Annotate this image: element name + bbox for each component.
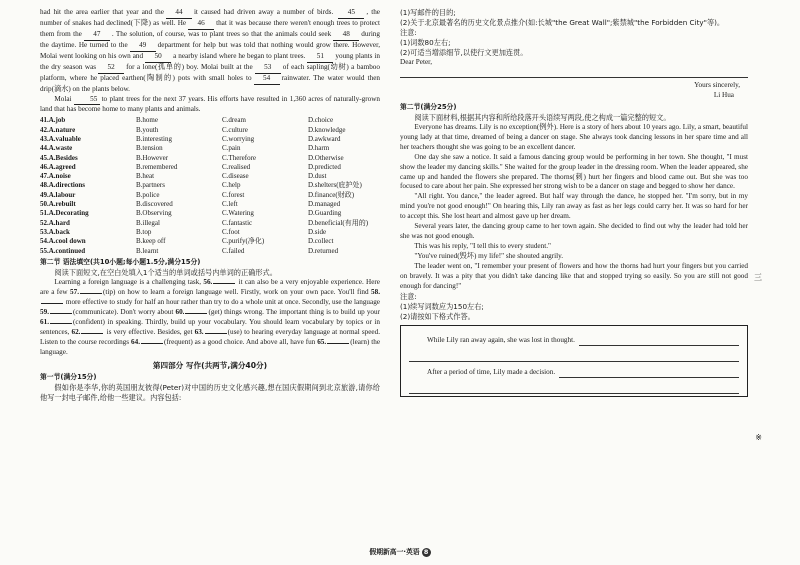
letter-signature: Li Hua bbox=[713, 90, 734, 99]
story-para-6: "You've ruined(毁坏) my life!" she shouted angrily. bbox=[414, 252, 564, 260]
grammar-passage: Learning a foreign language is a challenging task, 56. it can also be a very enjoyable experience. Here are a few 57. (tip) on how to learn a foreign language well. Firstly, work on your own pace. You'll find 58. more effective to study for half an hour rather than try to do a whole unit at once. Secondly, use the language 59. (communicate). Don't worry about 60. (get) things wrong. The important thing is to build up your 61. (confident) in speaking. Thirdly, build up your vocabulary. You should learn vocabulary by topics or in sentences, 62. is very effective. Besides, get 63. (use) to hearing everyday language at normal speed. Listen to the course recordings 64. (frequent) as a good choice. And above all, have fun 65. (learn) the language. bbox=[40, 278, 381, 356]
answer-line[interactable] bbox=[579, 337, 739, 346]
blank-61[interactable] bbox=[50, 323, 72, 324]
blank-49[interactable]: 49 bbox=[130, 41, 156, 52]
option-row: 46.A.agreed B.remembered C.realised D.predicted bbox=[40, 162, 341, 171]
answer-line[interactable] bbox=[409, 353, 739, 362]
option-row: 50.A.rebuilt B.discovered C.left D.managed bbox=[40, 200, 341, 209]
letter-closing: Yours sincerely, bbox=[694, 80, 740, 89]
option-row: 44.A.waste B.tension C.pain D.harm bbox=[40, 144, 330, 153]
section1-text: 假如你是李华,你的英国朋友彼得(Peter)对中国的历史文化感兴趣,想在国庆假期间到北京旅游,请你给他写一封电子邮件,给他一些建议。内容包括: bbox=[40, 383, 380, 403]
story-para-2: One day she saw a notice. It said a famous dancing group would be performing in her town. She thought, "I must show the leader my dancing skills." She waited for the group leader in the dressing room. When the leader appeared, she came up and handed the flowers she prepared. The thorns(刺) hurt her fingers and blood came out. But she was too focused to care about her pain. She expressed her strong wish to be a dancer on stage and begged to show her dance. bbox=[400, 152, 748, 191]
story-para-5: This was his reply, "I tell this to every student." bbox=[414, 242, 551, 251]
blank-44[interactable]: 44 bbox=[166, 8, 192, 19]
note-2: (2)可适当增添细节,以使行文更加连贯。 bbox=[400, 47, 528, 57]
answer-line[interactable] bbox=[409, 385, 739, 394]
blank-51[interactable]: 51 bbox=[307, 52, 333, 63]
section1-heading: 第一节(满分15分) bbox=[40, 373, 97, 382]
side-mark-2: ※ bbox=[755, 433, 762, 442]
blank-53[interactable]: 53 bbox=[255, 63, 281, 74]
blank-46[interactable]: 46 bbox=[188, 19, 214, 30]
blank-55[interactable]: 55 bbox=[74, 95, 100, 106]
right-column bbox=[400, 8, 748, 397]
answer-box bbox=[400, 325, 748, 397]
option-row: 41.A.job B.home C.dream D.choice bbox=[40, 116, 334, 125]
answer-line[interactable] bbox=[400, 69, 748, 78]
grammar-instruction: 阅读下面短文,在空白处填入1个适当的单词或括号内单词的正确形式。 bbox=[54, 268, 277, 278]
blank-58[interactable] bbox=[41, 303, 63, 304]
note-b-2: (2)请按如下格式作答。 bbox=[400, 311, 475, 321]
story-para-7: The leader went on, "I remember your present of flowers and how the thorns had hurt your fingers but you carried on bravely. It was a pity that you didn't take dancing like that and stopped trying so easily. So you are still not good enough for dancing!" bbox=[400, 261, 748, 290]
note-b-1: (1)续写词数应为150左右; bbox=[400, 301, 484, 311]
blank-45[interactable]: 45 bbox=[338, 8, 364, 19]
blank-57[interactable] bbox=[80, 293, 102, 294]
section2-text: 阅读下面材料,根据其内容和所给段落开头语续写两段,使之构成一篇完整的短文。 bbox=[414, 112, 671, 122]
note-1: (1)词数80左右; bbox=[400, 37, 451, 47]
note-label: 注意: bbox=[400, 27, 417, 37]
option-row: 51.A.Decorating B.Observing C.Watering D.Guarding bbox=[40, 209, 342, 218]
page-footer: 假期新高一·英语 8 bbox=[0, 548, 800, 557]
answer-line[interactable] bbox=[559, 369, 739, 378]
blank-62[interactable] bbox=[81, 333, 103, 334]
blank-56[interactable] bbox=[213, 283, 235, 284]
blank-59[interactable] bbox=[50, 313, 72, 314]
part4-heading: 第四部分 写作(共两节,满分40分) bbox=[152, 360, 268, 370]
story-para-4: Several years later, the dancing group came to her town again. She decided to find out why the leader had told her she was not good enough. bbox=[400, 222, 748, 241]
options-table bbox=[40, 116, 380, 255]
blank-54[interactable]: 54 bbox=[254, 74, 280, 85]
grammar-heading: 第二节 语法填空(共10小题;每小题1.5分,满分15分) bbox=[40, 257, 201, 266]
option-row: 45.A.Besides B.However C.Therefore D.Otherwise bbox=[40, 153, 344, 162]
blank-48[interactable]: 48 bbox=[333, 30, 359, 41]
left-column bbox=[40, 8, 380, 403]
option-row: 47.A.noise B.heat C.disease D.dust bbox=[40, 172, 327, 181]
blank-50[interactable]: 50 bbox=[145, 52, 171, 63]
cloze-paragraph-2: Molai 55 to plant trees for the next 37 years. His efforts have resulted in 1,360 acres of naturally-grown land that has become home to many plants and animals. bbox=[40, 94, 380, 114]
blank-52[interactable]: 52 bbox=[98, 63, 124, 74]
req-2: (2)关于北京最著名的历史文化景点推介(如:长城"the Great Wall";紫禁城"the Forbidden City"等)。 bbox=[400, 17, 725, 27]
option-row: 49.A.labour B.police C.forest D.finance(财政) bbox=[40, 190, 355, 199]
option-row: 53.A.back B.top C.foot D.side bbox=[40, 227, 327, 236]
req-1: (1)写邮件的目的; bbox=[400, 8, 456, 17]
answer-row-2: After a period of time, Lily made a decision. bbox=[427, 362, 739, 378]
option-row: 55.A.continued B.learnt C.failed D.returned bbox=[40, 246, 339, 255]
blank-65[interactable] bbox=[327, 343, 349, 344]
story-para-1: Everyone has dreams. Lily is no exception(例外). Here is a story of hers about 10 years ago. Lily, a smart, beautiful young lady at that time, dreamed of being a dancer on stage. She always took dancing lessons in her spare time and all her teachers thought she was going to be an excellent dancer. bbox=[400, 122, 748, 151]
side-mark-1: 三 bbox=[754, 273, 762, 282]
section2-heading: 第二节(满分25分) bbox=[400, 102, 457, 111]
letter-greeting: Dear Peter, bbox=[400, 57, 433, 66]
option-row: 43.A.valuable B.interesting C.worrying D.awkward bbox=[40, 134, 341, 143]
answer-row-1: While Lily ran away again, she was lost in thought. bbox=[427, 330, 739, 346]
option-row: 54.A.cool down B.keep off C.purify(净化) D.collect bbox=[40, 237, 334, 246]
story-para-3: "All right. You dance," the leader agreed. But half way through the dance, he stopped her. "I'm sorry, but in my mind you're not good enough!" On hearing this, Lily ran away as fast as her legs could carry her. It was so hard for her to accept this. She lost heart and almost gave up her dream. bbox=[400, 192, 748, 221]
option-row: 48.A.directions B.partners C.help D.shelters(庇护处) bbox=[40, 181, 362, 190]
cloze-paragraph: had hit the area earlier that year and the 44 it caused had driven away a number of birds. 45 , the number of snakes had declined(下降) as well. He 46 that it was because there weren't enough trees to protect them from the 47 . The solution, of course, was to plant trees so that the animals could seek 48 during the daytime. He turned to the 49 department for help but was told that nothing would grow there. However, Molai went looking on his own and 50 a nearby island where he began to plant trees. 51 young plants in the dry season was 52 for a lone(孤单的) boy. Molai built at the 53 of each sapling(幼树) a bamboo platform, where he placed earthen(陶制的) pots with small holes to 54 rainwater. The water would then drip(滴水) on the plants below. bbox=[40, 8, 381, 93]
blank-47[interactable]: 47 bbox=[84, 30, 110, 41]
blank-60[interactable] bbox=[185, 313, 207, 314]
option-row: 42.A.nature B.youth C.culture D.knowledge bbox=[40, 125, 346, 134]
note-b-label: 注意: bbox=[400, 291, 417, 301]
option-row: 52.A.hard B.illegal C.fantastic D.beneficial(有用的) bbox=[40, 218, 369, 227]
blank-64[interactable] bbox=[141, 343, 163, 344]
page-number: 8 bbox=[422, 548, 431, 557]
blank-63[interactable] bbox=[205, 333, 227, 334]
